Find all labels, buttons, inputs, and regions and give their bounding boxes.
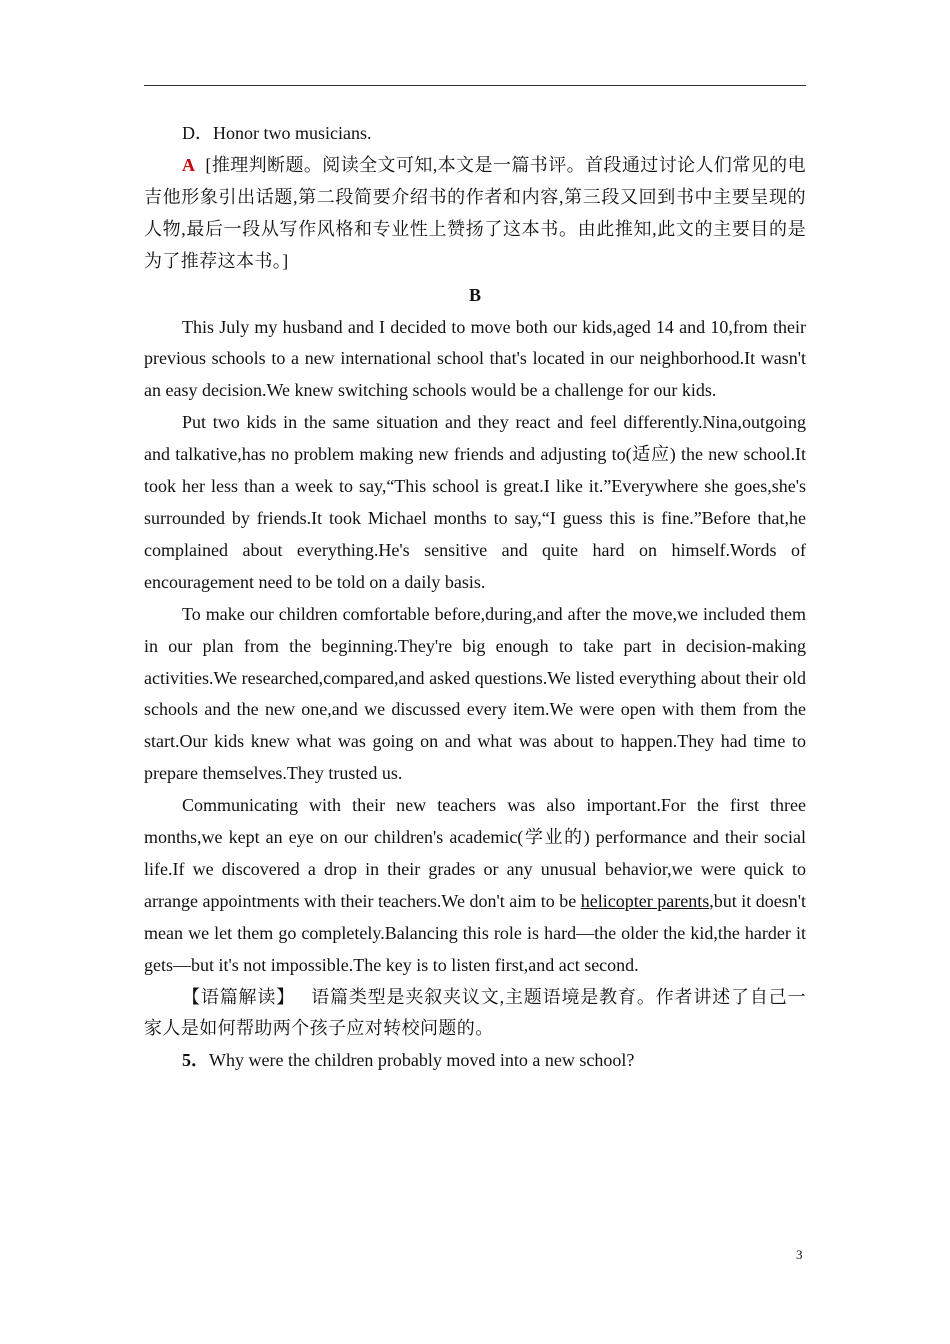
answer-explanation <box>144 150 806 278</box>
discourse-analysis <box>144 982 806 1046</box>
underlined-phrase: helicopter parents <box>580 890 710 911</box>
paragraph-4-end: ,but it doesn't mean we let them go completely.Balancing this role is hard—the older the kid,the harder it gets—but it's not impossible.The key is to listen first,and act second. <box>144 890 806 975</box>
explanation-text: [推理判断题。阅读全文可知,本文是一篇书评。首段通过讨论人们常见的电吉他形象引出话题,第二段简要介绍书的作者和内容,第三段又回到书中主要呈现的人物,最后一段从写作风格和专业性上赞扬了这本书。由此推知,此文的主要目的是为了推荐这本书。] <box>144 154 806 271</box>
answer-letter: A <box>182 154 196 175</box>
discourse-text: 语篇类型是夹叙夹议文,主题语境是教育。作者讲述了自己一家人是如何帮助两个孩子应对转校问题的。 <box>144 986 806 1039</box>
paragraph-3: To make our children comfortable before,during,and after the move,we included them in our plan from the beginning.They're big enough to take part in decision-making activities.We researched,compared,and asked questions.We listed everything about their old schools and the new one,and we discussed every item.We were open with them from the start.Our kids knew what was going on and what was about to happen.They had time to prepare themselves.They trusted us. <box>144 603 806 784</box>
paragraph-4 <box>144 790 806 981</box>
question-number: 5． <box>182 1050 209 1071</box>
paragraph-1: This July my husband and I decided to move both our kids,aged 14 and 10,from their previous schools to a new international school that's located in our neighborhood.It wasn't an easy decision.We knew switching schools would be a challenge for our kids. <box>144 316 806 401</box>
document-body <box>144 118 806 1077</box>
paragraph-2: Put two kids in the same situation and they react and feel differently.Nina,outgoing and talkative,has no problem making new friends and adjusting to(适应) the new school.It took her less than a week to say,“This school is great.I like it.”Everywhere she goes,she's surrounded by friends.It took Michael months to say,“I guess this is fine.”Before that,he complained about everything.He's sensitive and quite hard on himself.Words of encouragement need to be told on a daily basis. <box>144 412 806 592</box>
discourse-label: 【语篇解读】 <box>182 986 296 1007</box>
header-rule <box>144 85 806 86</box>
question-text: Why were the children probably moved into a new school? <box>209 1050 635 1071</box>
section-label: B <box>468 284 481 305</box>
option-d: D．Honor two musicians. <box>182 123 372 143</box>
page-number: 3 <box>796 1247 803 1262</box>
question-5 <box>144 1045 806 1077</box>
paragraph-4-start: Communicating with their new teachers was also important.For the first three months,we kept an eye on our children's academic(学业的) performance and their social life.If we discovered a drop in their grades or any unusual behavior,we were quick to arrange appointments with their teachers.We don't aim to be <box>144 795 806 911</box>
